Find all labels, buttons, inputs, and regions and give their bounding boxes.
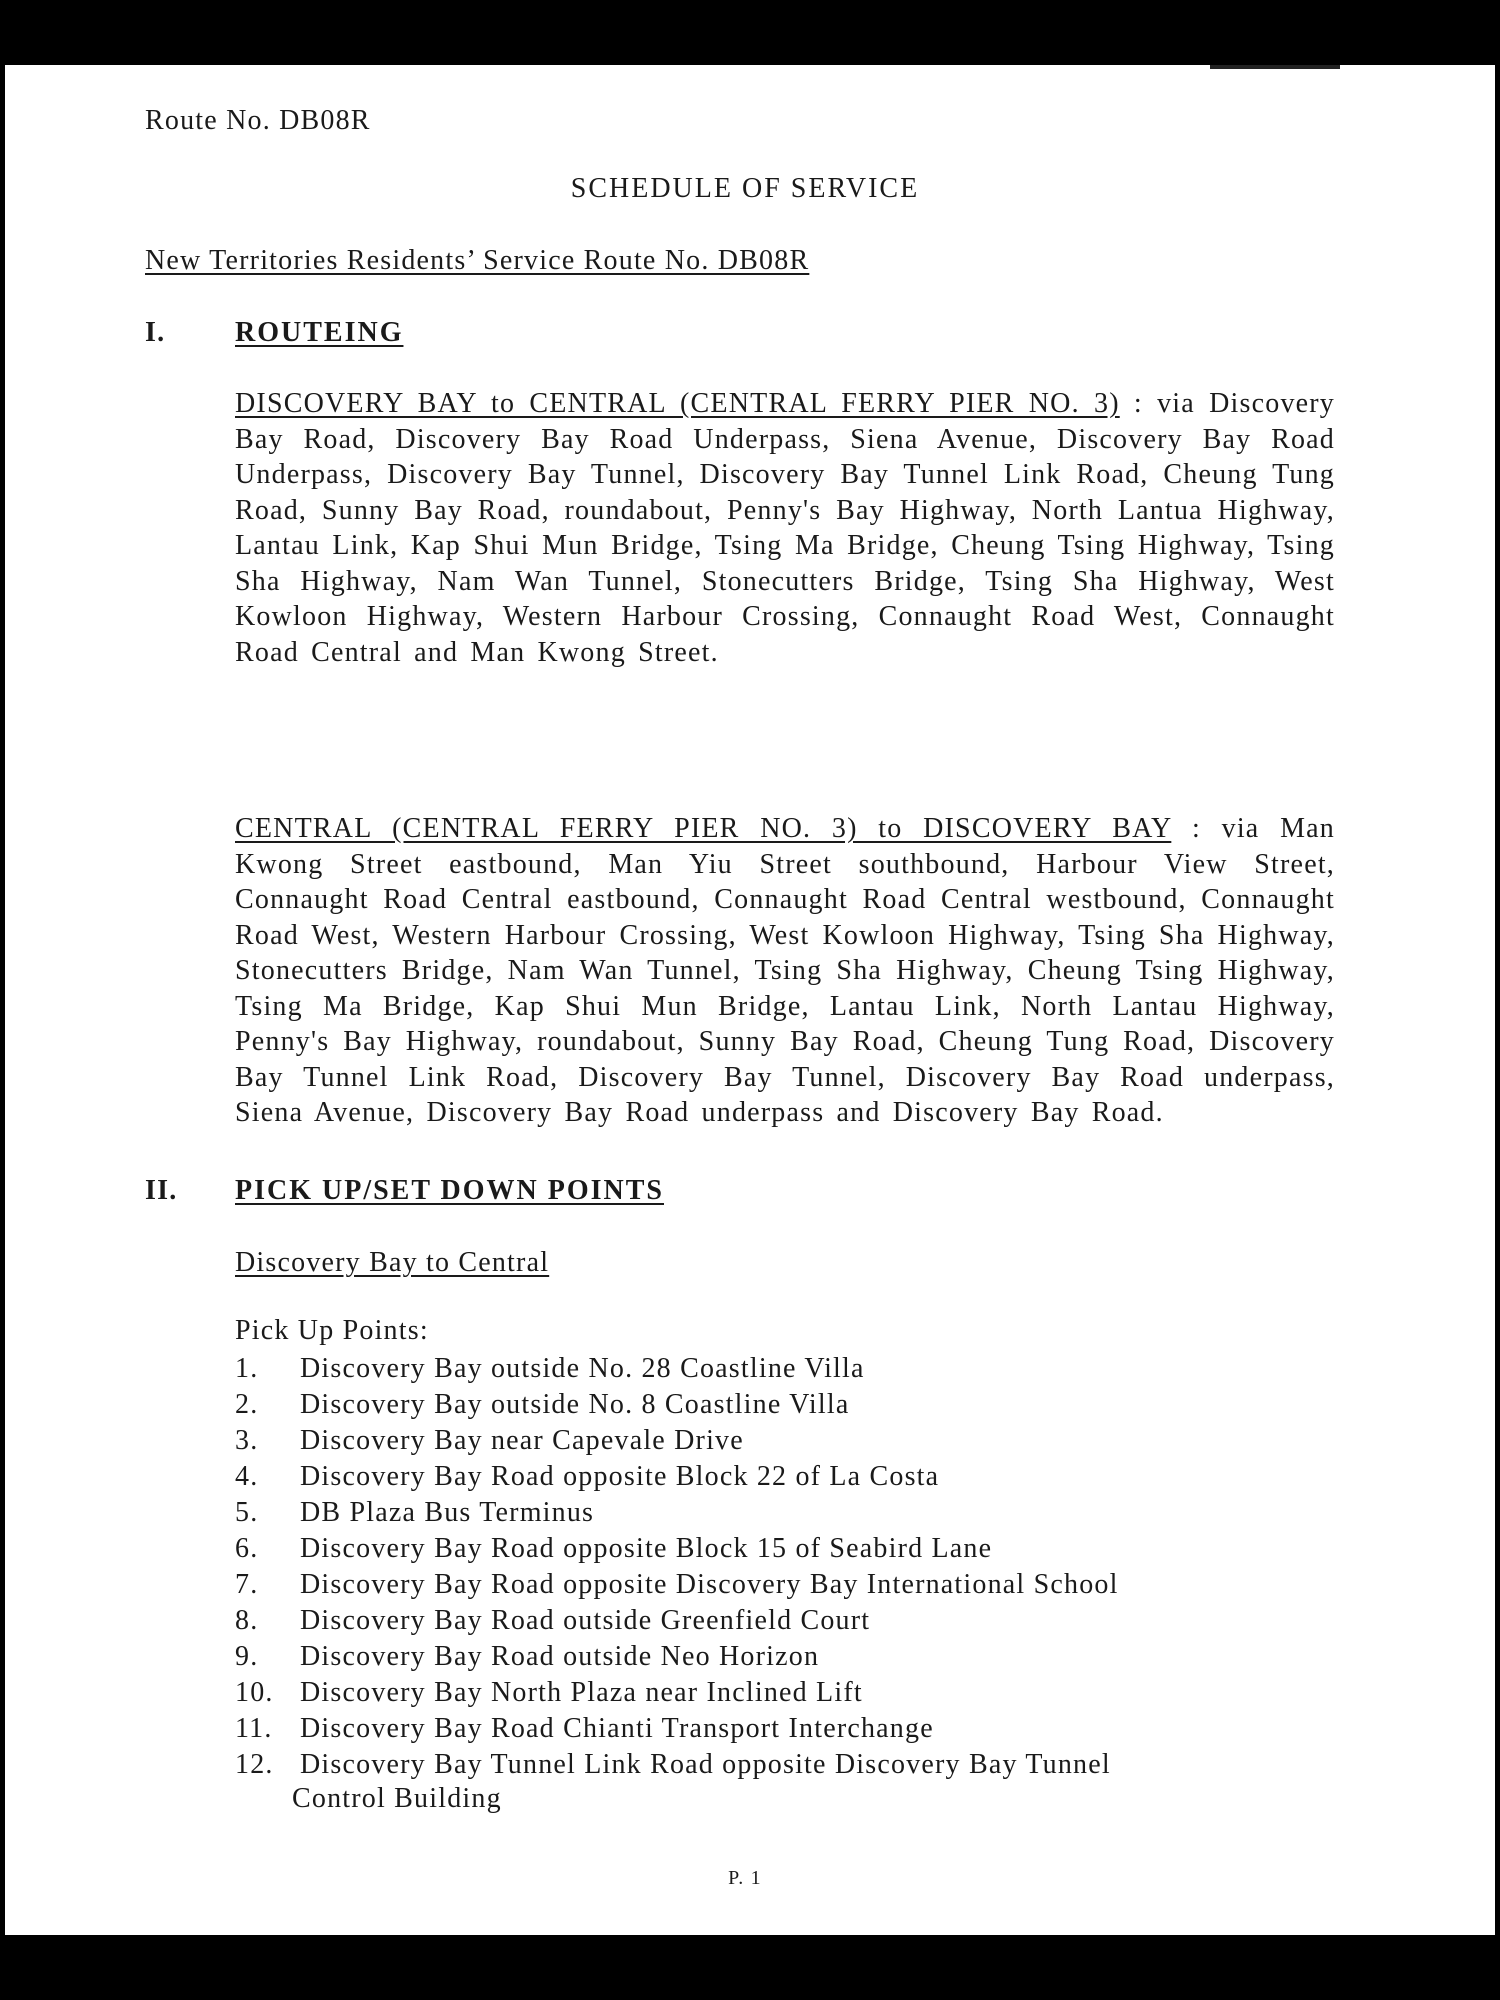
- list-item: [235, 1711, 1355, 1747]
- list-item: [235, 1747, 1355, 1815]
- service-title: New Territories Residents’ Service Route No. DB08R: [145, 245, 810, 276]
- list-item-text: [300, 1567, 1355, 1603]
- list-item: [235, 1675, 1355, 1711]
- list-item-text-main: Discovery Bay Road Chianti Transport Interchange: [300, 1713, 934, 1744]
- list-item-number: 11.: [235, 1713, 273, 1744]
- list-item-text: [300, 1351, 1355, 1387]
- document-page: [5, 65, 1495, 1935]
- section-2-heading: PICK UP/SET DOWN POINTS: [235, 1175, 664, 1206]
- list-item: [235, 1387, 1355, 1423]
- list-item-text: [300, 1675, 1355, 1711]
- list-item-number: 12.: [235, 1749, 274, 1780]
- list-item: [235, 1459, 1355, 1495]
- routeing-outbound-text: : via Discovery Bay Road, Discovery Bay Road Underpass, Siena Avenue, Discovery Bay Road Underpass, Discovery Bay Tunnel, Discovery Bay Tunnel Link Road, Cheung Tung Road, Sunny Bay Road, roundabout, Penny's Bay Highway, North Lantua Highway, Lantau Link, Kap Shui Mun Bridge, Tsing Ma Bridge, Cheung Tsing Highway, Tsing Sha Highway, Nam Wan Tunnel, Stonecutters Bridge, Tsing Sha Highway, West Kowloon Highway, Western Harbour Crossing, Connaught Road West, Connaught Road Central and Man Kwong Street.: [235, 388, 1335, 668]
- list-item-text-main: Discovery Bay Road outside Greenfield Court: [300, 1605, 871, 1636]
- page-number: P. 1: [728, 1867, 762, 1889]
- list-item: [235, 1603, 1355, 1639]
- routeing-outbound-direction: DISCOVERY BAY to CENTRAL (CENTRAL FERRY PIER NO. 3): [235, 388, 1120, 419]
- list-item-text: [300, 1639, 1355, 1675]
- section-2-number: II.: [145, 1175, 178, 1206]
- list-item: [235, 1351, 1355, 1387]
- top-rule: [1210, 65, 1340, 69]
- pickup-points-list: [235, 1351, 1355, 1815]
- list-item-number: 4.: [235, 1461, 259, 1492]
- list-item-text-main: Discovery Bay outside No. 8 Coastline Villa: [300, 1389, 850, 1420]
- list-item-text-main: Discovery Bay North Plaza near Inclined Lift: [300, 1677, 863, 1708]
- list-item-text: [300, 1711, 1355, 1747]
- list-item-text-main: Discovery Bay Road opposite Block 22 of La Costa: [300, 1461, 940, 1492]
- list-item-text: [300, 1531, 1355, 1567]
- list-item-text: [292, 1747, 1355, 1815]
- list-item: [235, 1423, 1355, 1459]
- list-item-text-main: Discovery Bay Road opposite Discovery Bay International School: [300, 1569, 1119, 1600]
- schedule-title: SCHEDULE OF SERVICE: [570, 173, 920, 204]
- section-1-heading: ROUTEING: [235, 317, 404, 348]
- list-item-text-main: Discovery Bay Tunnel Link Road opposite Discovery Bay Tunnel: [300, 1749, 1111, 1780]
- pickup-points-label: Pick Up Points:: [235, 1315, 429, 1346]
- list-item-text-main: Discovery Bay Road outside Neo Horizon: [300, 1641, 820, 1672]
- section-1-number: I.: [145, 317, 166, 348]
- list-item-text-continued: Control Building: [292, 1783, 502, 1814]
- list-item-number: 1.: [235, 1353, 259, 1384]
- list-item: [235, 1495, 1355, 1531]
- list-item: [235, 1639, 1355, 1675]
- list-item-text-main: Discovery Bay near Capevale Drive: [300, 1425, 744, 1456]
- list-item-text-main: DB Plaza Bus Terminus: [300, 1497, 595, 1528]
- list-item-text: [300, 1495, 1355, 1531]
- list-item-text-main: Discovery Bay outside No. 28 Coastline Villa: [300, 1353, 865, 1384]
- list-item-text-main: Discovery Bay Road opposite Block 15 of Seabird Lane: [300, 1533, 993, 1564]
- list-item-number: 10.: [235, 1677, 274, 1708]
- list-item-text: [300, 1603, 1355, 1639]
- list-item-number: 7.: [235, 1569, 259, 1600]
- direction-subheading: Discovery Bay to Central: [235, 1247, 550, 1278]
- list-item-text: [300, 1459, 1355, 1495]
- route-number: Route No. DB08R: [145, 105, 371, 136]
- routeing-inbound-paragraph: [235, 811, 1335, 1131]
- list-item: [235, 1531, 1355, 1567]
- routeing-inbound-text: : via Man Kwong Street eastbound, Man Yiu Street southbound, Harbour View Street, Connaught Road Central eastbound, Connaught Road Central westbound, Connaught Road West, Western Harbour Crossing, West Kowloon Highway, Tsing Sha Highway, Stonecutters Bridge, Nam Wan Tunnel, Tsing Sha Highway, Cheung Tsing Highway, Tsing Ma Bridge, Kap Shui Mun Bridge, Lantau Link, North Lantau Highway, Penny's Bay Highway, roundabout, Sunny Bay Road, Cheung Tung Road, Discovery Bay Tunnel Link Road, Discovery Bay Tunnel, Discovery Bay Road underpass, Siena Avenue, Discovery Bay Road underpass and Discovery Bay Road.: [235, 813, 1335, 1128]
- list-item-number: 8.: [235, 1605, 259, 1636]
- routeing-inbound-direction: CENTRAL (CENTRAL FERRY PIER NO. 3) to DISCOVERY BAY: [235, 813, 1172, 844]
- routeing-outbound-paragraph: [235, 386, 1335, 670]
- list-item-text: [300, 1423, 1355, 1459]
- list-item: [235, 1567, 1355, 1603]
- list-item-number: 5.: [235, 1497, 259, 1528]
- list-item-text: [300, 1387, 1355, 1423]
- list-item-number: 6.: [235, 1533, 259, 1564]
- list-item-number: 2.: [235, 1389, 259, 1420]
- list-item-number: 3.: [235, 1425, 259, 1456]
- list-item-number: 9.: [235, 1641, 259, 1672]
